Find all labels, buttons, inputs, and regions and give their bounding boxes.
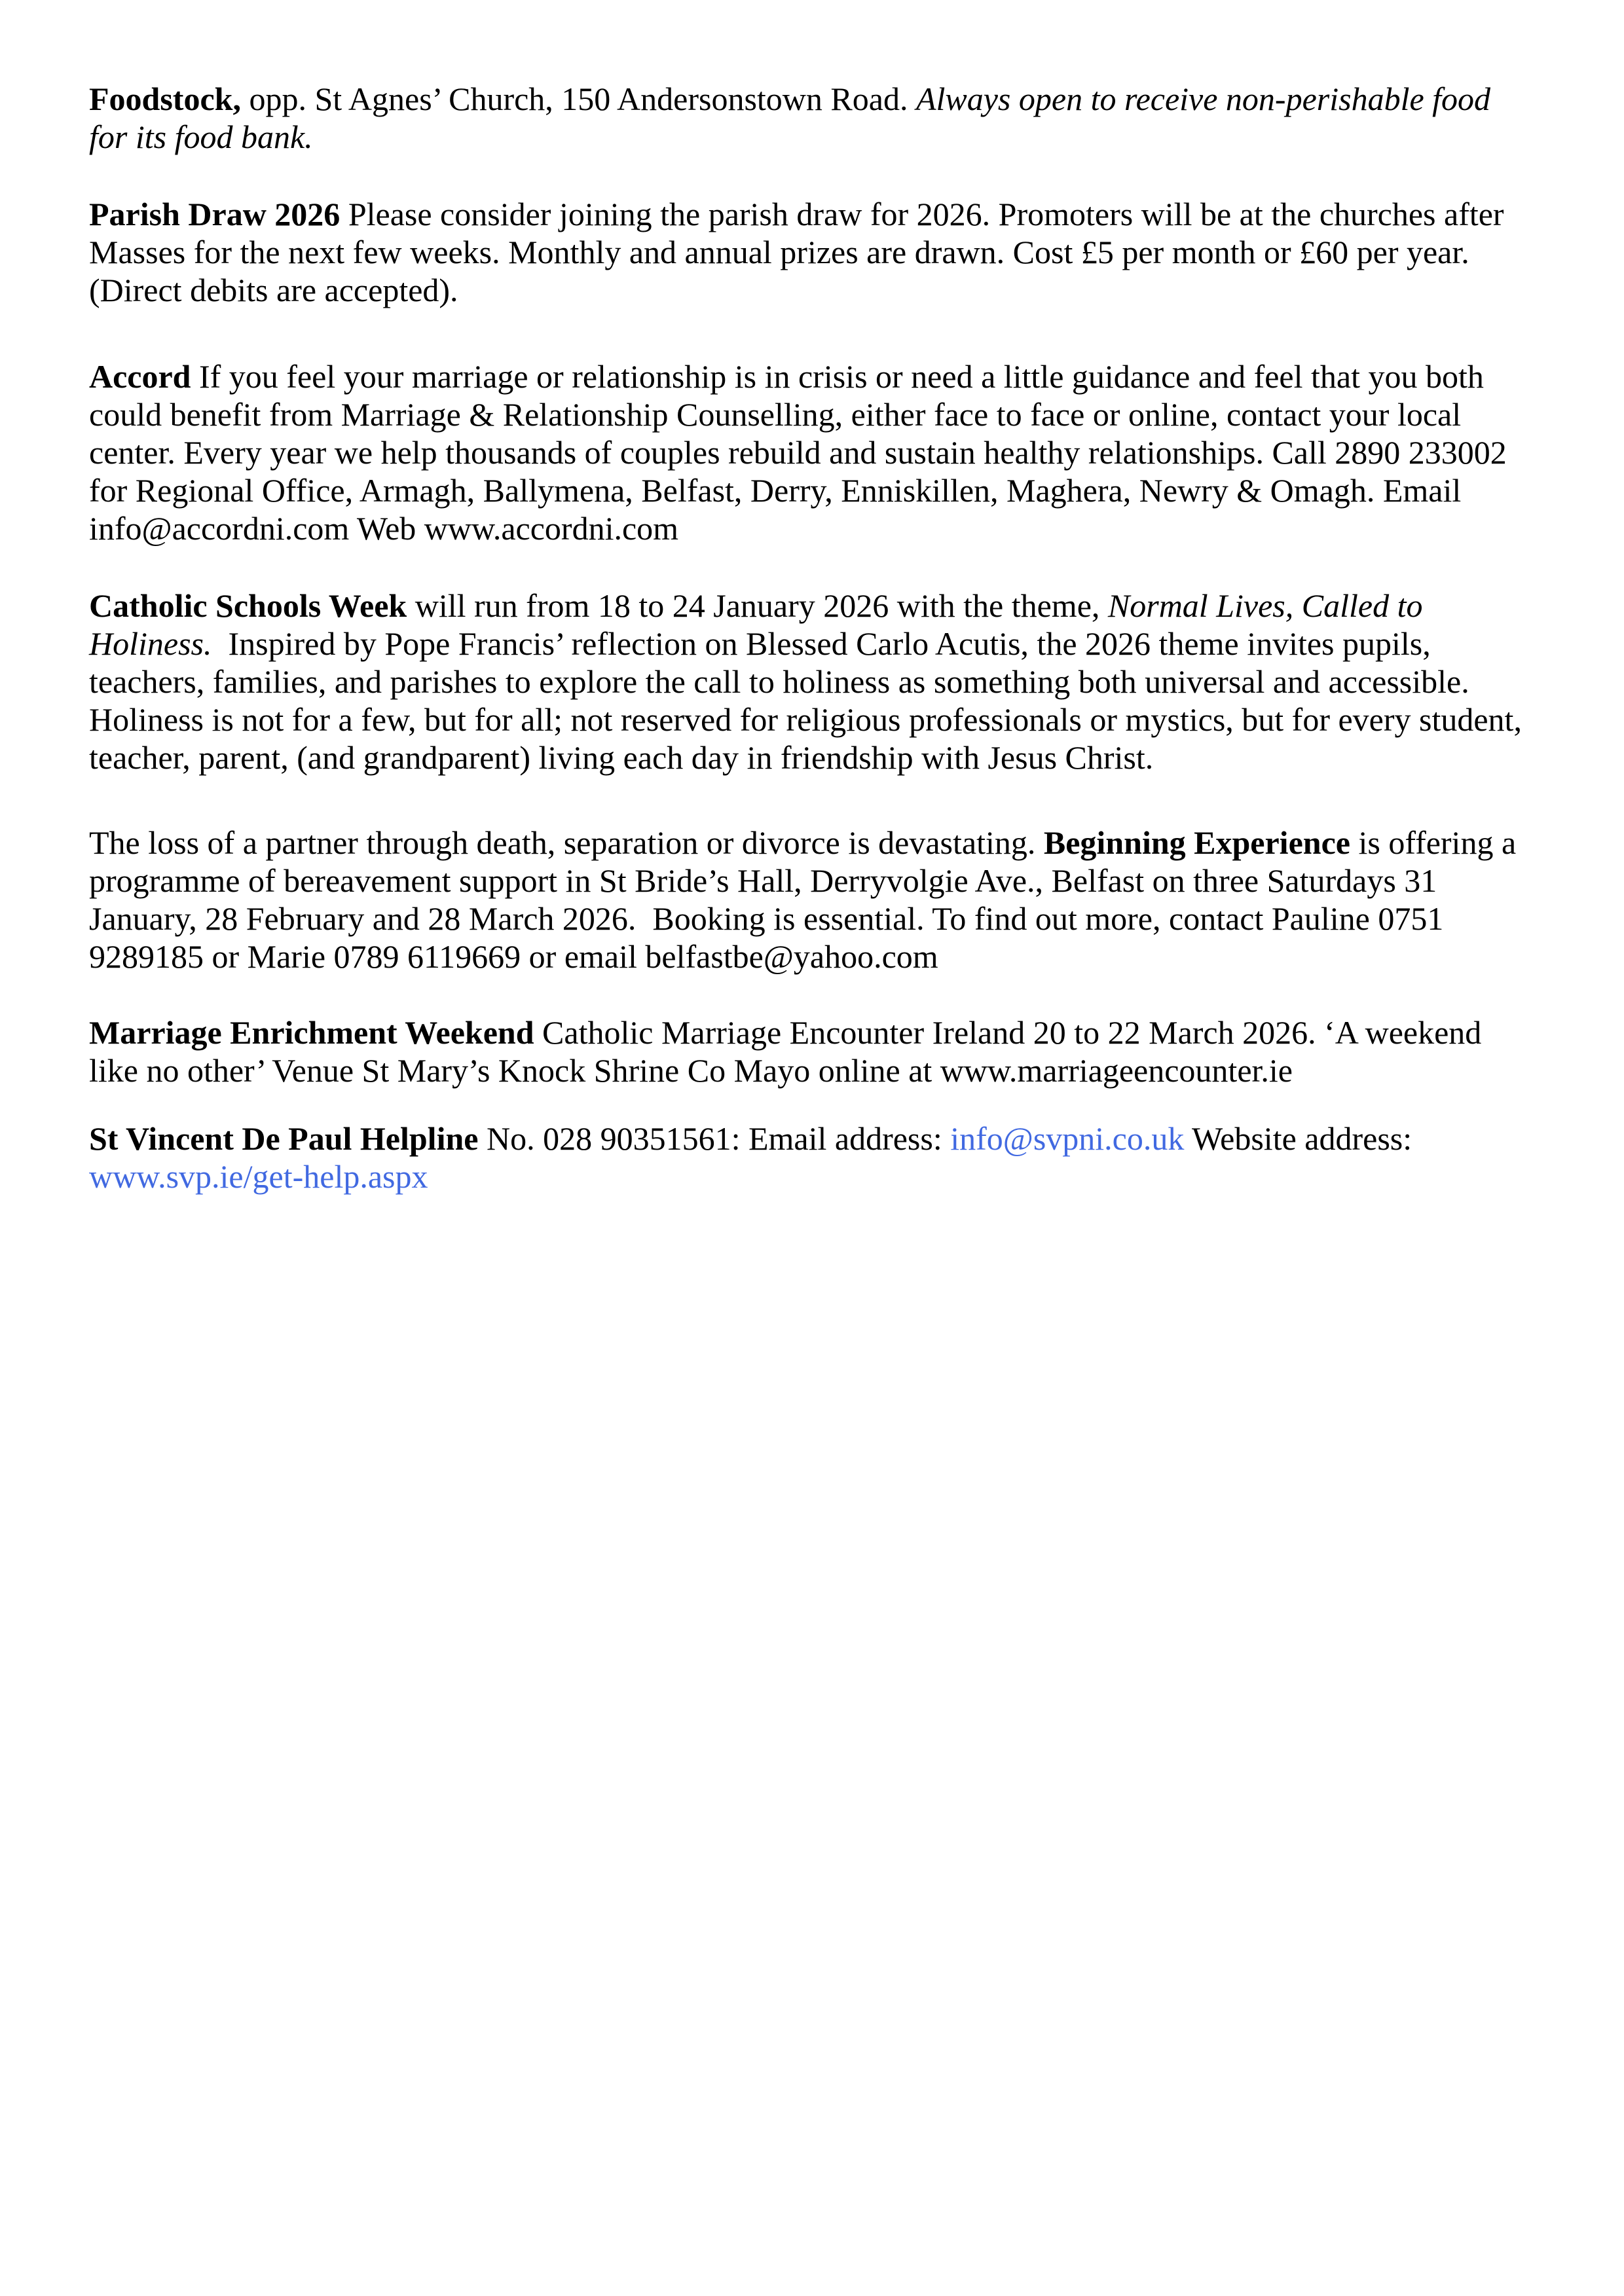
document-body [89,80,1536,1233]
paragraph-svp-helpline [89,1120,1536,1195]
paragraph-marriage-enrichment-weekend [89,1013,1536,1089]
paragraph-catholic-schools-week [89,587,1536,776]
text-run-normal: Please consider joining the parish draw for 2026. Promoters will be at the churches after Masses for the next few weeks. Monthly and annual prizes are drawn. Cost £5 per month or £60 per year. (Direct debits are accepted). [89,196,1513,308]
text-run-bold: Foodstock, [89,81,241,117]
text-run-italic: Always open to receive non-perishable food for its food bank. [89,81,1499,155]
text-run-normal: No. 028 90351561: Email address: [478,1120,951,1157]
text-run-normal: Website address: [1184,1120,1420,1157]
text-run-normal: Inspired by Pope Francis’ reflection on Blessed Carlo Acutis, the 2026 theme invites pupils, teachers, families, and parishes to explore the call to holiness as something both universal and accessible. Holiness is not for a few, but for all; not reserved for religious professionals or mystics, but for every student, teacher, parent, (and grandparent) living each day in friendship with Jesus Christ. [89,625,1530,776]
text-run-bold: Catholic Schools Week [89,587,407,624]
text-run-normal: is offering a programme of bereavement support in St Bride’s Hall, Derryvolgie Ave., Belfast on three Saturdays 31 January, 28 February and 28 March 2026. Booking is essential. To find out more, contact Pauline 0751 9289185 or Marie 0789 6119669 or email belfastbe@yahoo.com [89,824,1524,975]
paragraph-foodstock [89,80,1536,156]
paragraph-parish-draw-2026 [89,195,1536,309]
text-run-normal: The loss of a partner through death, separation or divorce is devastating. [89,824,1044,861]
text-run-bold: Beginning Experience [1043,824,1350,861]
text-run-normal: opp. St Agnes’ Church, 150 Andersonstown Road. [240,81,916,117]
text-run-bold: Accord [89,358,191,395]
paragraph-beginning-experience [89,824,1536,975]
text-run-bold: Parish Draw 2026 [89,196,341,232]
text-run-bold: St Vincent De Paul Helpline [89,1120,479,1157]
svp-website-link[interactable]: www.svp.ie/get-help.aspx [89,1158,428,1195]
text-run-italic: Normal Lives, Called to Holiness. [89,587,1431,662]
text-run-bold: Marriage Enrichment Weekend [89,1014,534,1051]
text-run-normal: Catholic Marriage Encounter Ireland 20 to 22 March 2026. ‘A weekend like no other’ Venue St Mary’s Knock Shrine Co Mayo online at www.marriageencounter.ie [89,1014,1490,1089]
svp-email-link[interactable]: info@svpni.co.uk [950,1120,1185,1157]
text-run-normal: will run from 18 to 24 January 2026 with the theme, [407,587,1108,624]
text-run-normal: If you feel your marriage or relationship is in crisis or need a little guidance and feel that you both could benefit from Marriage & Relationship Counselling, either face to face or online, contact your local center. Every year we help thousands of couples rebuild and sustain healthy relationships. Call 2890 233002 for Regional Office, Armagh, Ballymena, Belfast, Derry, Enniskillen, Maghera, Newry & Omagh. Email info@accordni.com Web www.accordni.com [89,358,1515,547]
paragraph-accord [89,357,1536,547]
